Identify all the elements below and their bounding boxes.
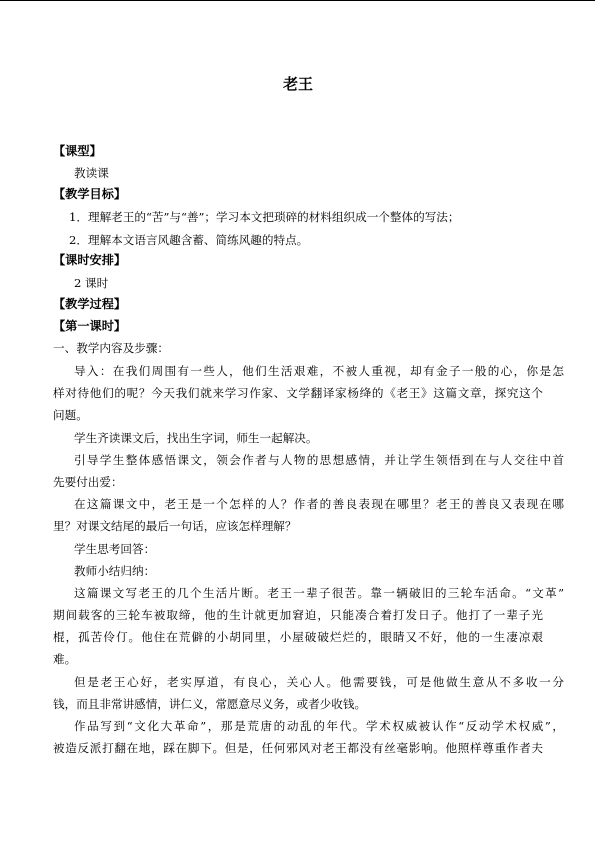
goals-heading: 【教学目标】 xyxy=(53,187,127,201)
course-type-heading: 【课型】 xyxy=(53,144,102,158)
schedule-heading: 【课时安排】 xyxy=(53,253,127,267)
body-line: 学生思考回答： xyxy=(74,542,156,556)
course-type-value: 教读课 xyxy=(74,166,109,180)
body-line: 难。 xyxy=(53,652,77,666)
schedule-value: 2 课时 xyxy=(74,276,109,290)
body-line: 在这篇课文中，老王是一个怎样的人？作者的善良表现在哪里？老王的善良又表现在哪 xyxy=(74,497,564,511)
body-line: 这篇课文写老王的几个生活片断。老王一辈子很苦。靠一辆破旧的三轮车活命。“文革” xyxy=(74,586,564,600)
body-line: 被造反派打翻在地，踩在脚下。但是，任何邪风对老王都没有丝毫影响。他照样尊重作者夫 xyxy=(53,741,543,755)
process-heading: 【教学过程】 xyxy=(53,297,127,311)
body-line: 先要付出爱： xyxy=(53,475,123,489)
body-line: 样对待他们的呢？今天我们就来学习作家、文学翻译家杨绛的《老王》这篇文章，探究这个 xyxy=(53,386,543,400)
body-line: 钱，而且非常讲感情，讲仁义，常愿意尽义务，或者少收钱。 xyxy=(53,697,367,711)
body-line: 里？对课文结尾的最后一句话，应该怎样理解？ xyxy=(53,519,297,533)
body-line: 问题。 xyxy=(53,408,88,422)
body-line: 作品写到“文化大革命”，那是荒唐的动乱的年代。学术权威被认作“反动学术权威”， xyxy=(74,719,564,733)
body-line: 教师小结归纳： xyxy=(74,564,156,578)
page-top-rule xyxy=(0,0,595,1)
body-line: 棍，孤苦伶仃。他住在荒僻的小胡同里，小屋破破烂烂的，眼睛又不好，他的一生凄凉艰 xyxy=(53,630,543,644)
goal-item-1: 1．理解老王的“苦”与“善”；学习本文把琐碎的材料组织成一个整体的写法； xyxy=(69,210,460,224)
body-line: 期间载客的三轮车被取缔，他的生计就更加窘迫，只能凑合着打发日子。他打了一辈子光 xyxy=(53,608,543,622)
body-line: 学生齐读课文后，找出生字词，师生一起解决。 xyxy=(74,431,318,445)
body-line: 但是老王心好，老实厚道，有良心，关心人。他需要钱，可是他做生意从不多收一分 xyxy=(74,675,564,689)
first-lesson-heading: 【第一课时】 xyxy=(53,319,127,333)
body-line: 导入：在我们周围有一些人，他们生活艰难，不被人重视，却有金子一般的心，你是怎 xyxy=(74,364,564,378)
step-heading: 一、教学内容及步骤： xyxy=(53,341,169,355)
document-title: 老王 xyxy=(282,75,313,93)
goal-item-2: 2．理解本文语言风趣含蓄、简练风趣的特点。 xyxy=(69,233,309,247)
body-line: 引导学生整体感悟课文，领会作者与人物的思想感情，并让学生领悟到在与人交往中首 xyxy=(74,453,564,467)
